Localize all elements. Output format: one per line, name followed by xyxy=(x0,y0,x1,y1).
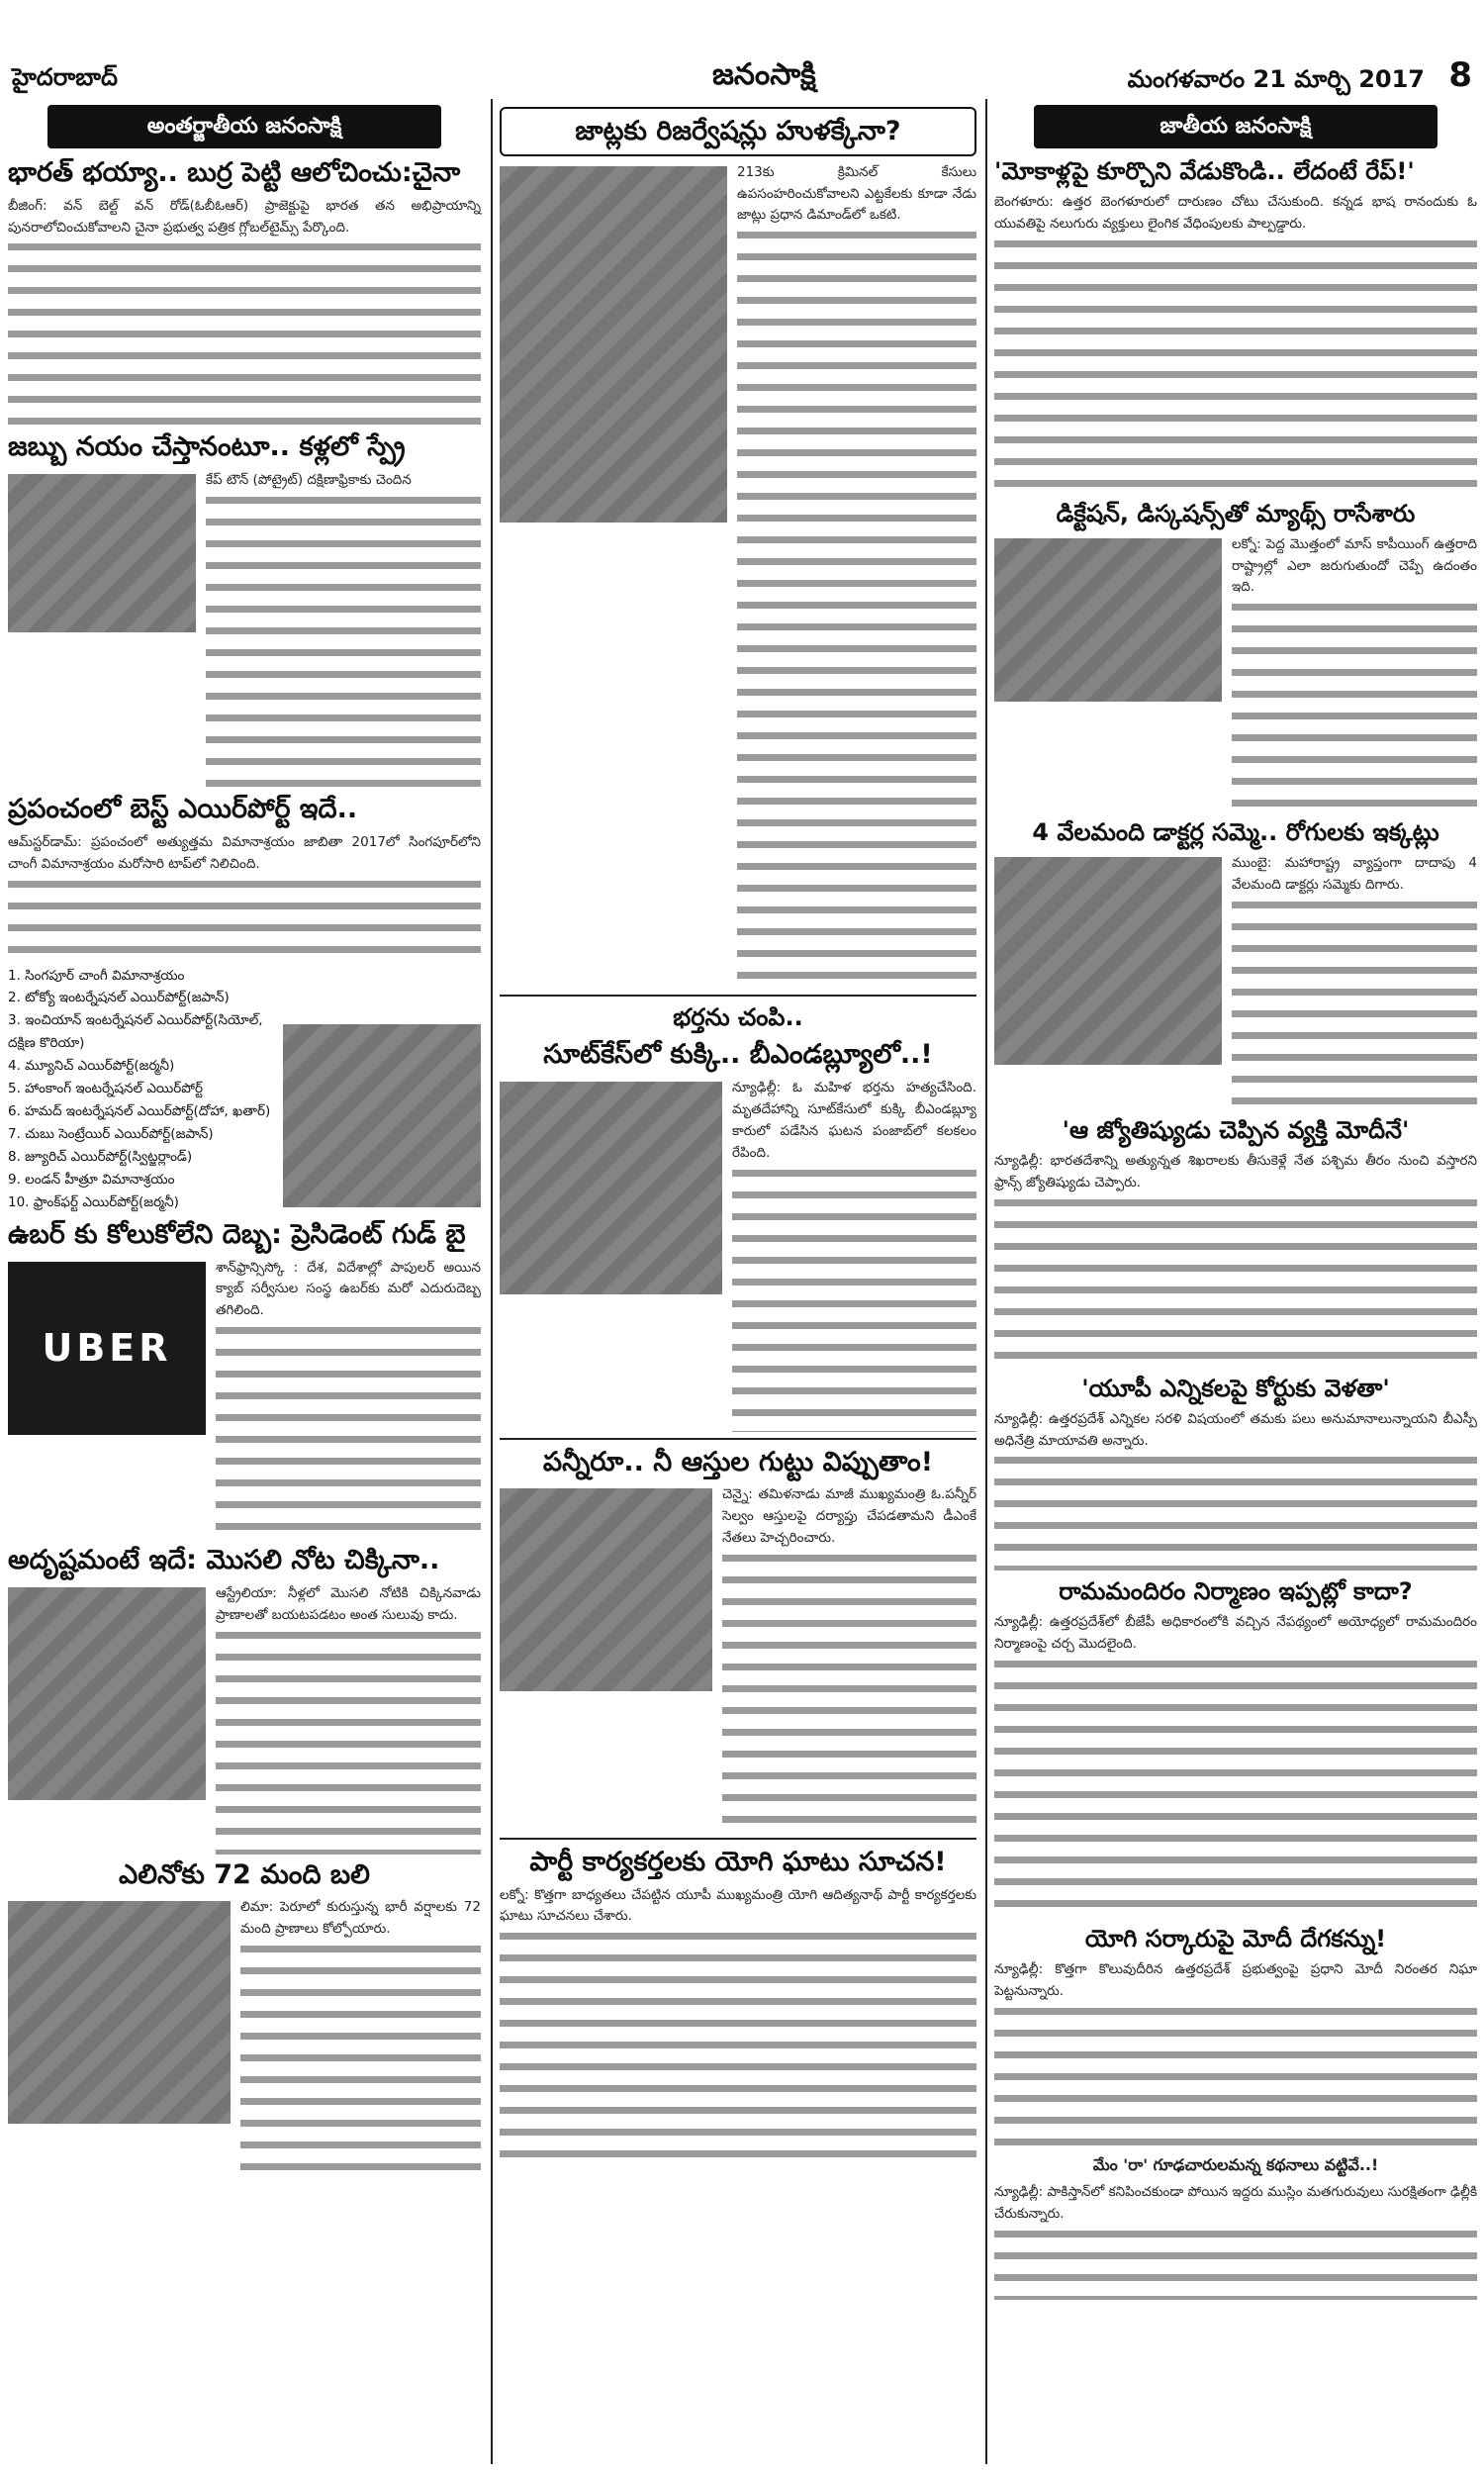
article-body xyxy=(722,1550,976,1832)
article-crocodile xyxy=(8,1544,481,1854)
article-body xyxy=(216,1322,481,1540)
article-body xyxy=(1232,897,1477,1109)
article-lead: న్యూఢిల్లీ: భారతదేశాన్ని అత్యున్నత శిఖరాలకు తీసుకెళ్లే నేత పశ్చిమ తీరం నుంచి వస్తారని ఫ్రాన్స్‌ జ్యోతిష్యుడు చెప్పారు. xyxy=(994,1153,1477,1190)
article-headline: 'ఆ జ్యోతిష్యుడు చెప్పిన వ్యక్తి మోదీనే' xyxy=(1062,1116,1410,1145)
article-bengaluru xyxy=(994,156,1477,493)
article-headline: ఉబర్‌ కు కోలుకోలేని దెబ్బ: ప్రెసిడెంట్‌ గుడ్‌ బై xyxy=(8,1218,466,1250)
international-column xyxy=(8,99,481,2178)
jat-protest-photo xyxy=(500,166,727,523)
article-headline: డిక్టేషన్‌, డిస్కషన్స్‌తో మ్యాథ్స్‌ రాసేశారు xyxy=(1056,499,1416,527)
divider xyxy=(500,1438,976,1440)
crocodile-photo xyxy=(8,1587,206,1800)
article-headline: సూట్‌కేస్‌లో కుక్కి.. బీఎండబ్ల్యూలో..! xyxy=(543,1039,933,1071)
center-column xyxy=(500,99,976,2170)
article-headline: ప్రపంచంలో బెస్ట్‌ ఎయిర్‌పోర్ట్‌ ఇదే.. xyxy=(8,794,358,825)
article-headline: జబ్బు నయం చేస్తానంటూ.. కళ్లలో స్ప్రే xyxy=(8,431,406,463)
article-headline: 'మోకాళ్లపై కూర్చొని వేడుకొండి.. లేదంటే రేప్‌!' xyxy=(994,157,1415,185)
national-column xyxy=(994,99,1477,2300)
article-body xyxy=(994,2226,1477,2300)
article-lead: శాన్‌ఫ్రాన్సిస్కో : దేశ, విదేశాల్లో పాపులర్‌ అయిన క్యాబ్‌ సర్వీసుల సంస్థ ఉబర్‌కు మరో ఎదురుదెబ్బ తగిలింది. xyxy=(216,1259,481,1319)
article-lead: ఆమ్‌స్టర్‌డామ్‌: ప్రపంచంలో అత్యుత్తమ విమానాశ్రయం జాబితా 2017లో సింగపూర్‌లోని చాంగీ విమానాశ్రయం మరోసారి టాప్‌లో నిలిచింది. xyxy=(8,833,481,872)
article-lead: లిమా: పెరూలో కురుస్తున్న భారీ వర్షాలకు 72 మంది ప్రాణాలు కోల్పోయారు. xyxy=(240,1899,481,1938)
article-doctors xyxy=(994,817,1477,1109)
list-item: 10. ఫ్రాంక్‌ఫర్ట్‌ ఎయిర్‌పోర్ట్‌(జర్మనీ) xyxy=(8,1193,179,1210)
article-elnino xyxy=(8,1858,481,2178)
article-body xyxy=(240,1941,481,2178)
uber-photo xyxy=(8,1262,206,1435)
article-tail: న్యూఢిల్లీ: పాకిస్తాన్‌లో కనిపించకుండా పోయిన ఇద్దరు ముస్లిం మతగురువులు సురక్షితంగా ఢిల్లీకి చేరుకున్నారు. xyxy=(994,2183,1477,2222)
divider xyxy=(500,1838,976,1840)
list-item: 8. జ్యూరిచ్‌ ఎయిర్‌పోర్ట్‌(స్విట్జర్లాండ్‌) xyxy=(8,1149,193,1166)
exam-hall-photo xyxy=(994,538,1222,702)
article-maths xyxy=(994,499,1477,812)
article-china xyxy=(8,156,481,427)
column-divider xyxy=(985,99,987,2464)
article-headline: పార్టీ కార్యకర్తలకు యోగి ఘాటు సూచన! xyxy=(529,1846,947,1877)
article-headline: రామమందిరం నిర్మాణం ఇప్పట్లో కాదా? xyxy=(1059,1577,1413,1606)
article-headline: యోగి సర్కారుపై మోదీ దేగకన్ను! xyxy=(1084,1925,1387,1953)
article-lead: 213కు క్రిమినల్‌ కేసులు ఉపసంహరించుకోవాలని ఎట్టకేలకు కూడా నేడు జాట్లు ప్రధాన డిమాండ్‌లో ఒకటి. xyxy=(737,163,976,224)
article-body xyxy=(994,236,1477,493)
article-spray xyxy=(8,430,481,789)
article-body xyxy=(994,1452,1477,1571)
list-item: 7. చుబు సెంట్రేయిర్‌ ఎయిర్‌పోర్ట్‌(జపాన్‌) xyxy=(8,1126,214,1143)
panneerselvam-photo xyxy=(500,1488,712,1691)
list-item: 1. సింగపూర్‌ చాంగీ విమానాశ్రయం xyxy=(8,967,185,984)
article-kicker: మేం 'రా' గూఢచారులమన్న కథనాలు వట్టివే..! xyxy=(1092,2154,1379,2174)
article-jat xyxy=(500,107,976,989)
flood-photo xyxy=(8,1901,231,2124)
article-lead: బీజింగ్‌: వన్‌ బెల్ట్‌ వన్‌ రోడ్‌(ఓబీఓఆర్‌) ప్రాజెక్టుపై భారత తన అభిప్రాయాన్ని పునరాలోచించుకోవాలని చైనా ప్రభుత్వ పత్రిక గ్లోబల్‌టైమ్స్‌ పేర్కొంది. xyxy=(8,197,481,236)
article-airport xyxy=(8,793,481,1214)
article-uber xyxy=(8,1218,481,1540)
article-lead: లక్నో: పెద్ద మొత్తంలో మాస్‌ కాపీయింగ్‌ ఉత్తరాది రాష్ట్రాల్లో ఎలా జరుగుతుందో చెప్పే ఉదంతం ఇది. xyxy=(1232,535,1477,596)
section-banner-international: అంతర్జాతీయ జనంసాక్షి xyxy=(47,105,441,148)
article-body xyxy=(994,2003,1477,2151)
article-photo xyxy=(8,474,196,632)
article-body xyxy=(8,876,481,965)
article-headline: జాట్లకు రిజర్వేషన్లు హుళక్కేనా? xyxy=(500,107,976,156)
page-header xyxy=(0,0,1484,99)
divider xyxy=(500,995,976,997)
list-item: 5. హాంకాంగ్‌ ఇంటర్నేషనల్‌ ఎయిర్‌పోర్ట్‌ xyxy=(8,1081,204,1097)
list-item: 6. హమద్‌ ఇంటర్నేషనల్‌ ఎయిర్‌పోర్ట్‌(దోహా, ఖతార్‌) xyxy=(8,1103,271,1120)
article-lead: బెంగళూరు: ఉత్తర బెంగళూరులో దారుణం చోటు చేసుకుంది. కన్నడ భాష రానందుకు ఓ యువతిపై నలుగురు వ్యక్తులు లైంగిక వేధింపులకు పాల్పడ్డారు. xyxy=(994,194,1477,232)
article-lead: ముంబై: మహారాష్ట్ర వ్యాప్తంగా దాదాపు 4 వేలమంది డాక్టర్లు సమ్మెకు దిగారు. xyxy=(1232,855,1477,894)
article-body xyxy=(737,227,976,989)
article-lead: న్యూఢిల్లీ: ఉత్తరప్రదేశ్‌లో బీజేపీ అధికారంలోకి వచ్చిన నేపథ్యంలో అయోధ్యలో రామమందిరం నిర్మాణంపై చర్చ మొదలైంది. xyxy=(994,1614,1477,1653)
article-kicker: భర్తను చంపి.. xyxy=(673,1003,803,1032)
article-body xyxy=(216,1627,481,1855)
doctors-strike-photo xyxy=(994,857,1222,1065)
article-body xyxy=(994,1656,1477,1918)
article-headline: 4 వేలమంది డాక్టర్ల సమ్మె.. రోగులకు ఇక్కట్లు xyxy=(1032,818,1439,847)
article-headline: 'యూపీ ఎన్నికలపై కోర్టుకు వెళతా' xyxy=(1081,1374,1390,1402)
section-banner-national: జాతీయ జనంసాక్షి xyxy=(1034,105,1438,148)
article-headline: భారత్‌ భయ్యా.. బుర్ర పెట్టి ఆలోచించు:చైనా xyxy=(8,157,461,188)
list-item: 9. లండన్‌ హీత్రూ విమానాశ్రయం xyxy=(8,1171,175,1188)
article-yogi-party xyxy=(500,1846,976,2170)
masthead: జనంసాక్షి xyxy=(712,57,816,92)
airport-photo xyxy=(283,1024,481,1207)
list-item: 3. ఇంచియాన్‌ ఇంటర్నేషనల్‌ ఎయిర్‌పోర్ట్‌(సియోల్‌, దక్షిణ కొరియా) xyxy=(8,1012,263,1052)
article-lead: చెన్నై: తమిళనాడు మాజీ ముఖ్యమంత్రి ఓ.పన్నీర్‌ సెల్వం ఆస్తులపై దర్యాప్తు చేపడతామని డీఎంకే నేతలు హెచ్చరించారు. xyxy=(722,1486,976,1546)
article-headline: ఎలినోకు 72 మంది బలి xyxy=(119,1858,370,1890)
list-item: 4. మ్యూనిచ్‌ ఎయిర్‌పోర్ట్‌(జర్మనీ) xyxy=(8,1058,175,1075)
article-headline: అదృష్టమంటే ఇదే: మొసలి నోట చిక్కినా.. xyxy=(8,1545,440,1576)
article-body xyxy=(206,492,481,789)
article-lead: న్యూఢిల్లీ: కొత్తగా కొలువుదీరిన ఉత్తరప్రదేశ్‌ ప్రభుత్వంపై ప్రధాని మోదీ నిరంతర నిఘా పెట్టనున్నారు. xyxy=(994,1961,1477,2000)
issue-date: మంగళవారం 21 మార్చి 2017 xyxy=(1127,65,1425,93)
article-lead: ఆస్ట్రేలియా: నీళ్లలో మొసలి నోటికి చిక్కినవాడు ప్రాణాలతో బయటపడటం అంత సులువు కాదు. xyxy=(216,1584,481,1623)
article-astrologer xyxy=(994,1115,1477,1368)
article-lead: న్యూఢిల్లీ: ఉత్తరప్రదేశ్‌ ఎన్నికల సరళి విషయంలో తమకు పలు అనుమానాలున్నాయని బీఎస్పీ అధినేత్రి మాయావతి అన్నారు. xyxy=(994,1410,1477,1449)
article-headline: పన్నీరూ.. నీ ఆస్తుల గుట్టు విప్పుతాం! xyxy=(542,1446,934,1477)
article-lead: న్యూఢిల్లీ: ఓ మహిళ భర్తను హత్యచేసింది. మృతదేహాన్ని సూట్‌కేసులో కుక్కి బీఎండబ్ల్యూ కారులో పడేసిన ఘటన పంజాబ్‌లో కలకలం రేపింది. xyxy=(732,1080,976,1161)
article-body xyxy=(1232,599,1477,811)
article-panneer xyxy=(500,1446,976,1832)
article-body xyxy=(994,1194,1477,1368)
article-lead: లక్నో: కొత్తగా బాధ్యతలు చేపట్టిన యూపీ ముఖ్యమంత్రి యోగి ఆదిత్యనాథ్‌ పార్టీ కార్యకర్తలకు ఘాటు సూచనలు చేశారు. xyxy=(500,1886,976,1925)
list-item: 2. టోక్యో ఇంటర్నేషనల్‌ ఎయిర్‌పోర్ట్‌(జపాన్‌) xyxy=(8,990,230,1006)
article-body xyxy=(8,238,481,427)
couple-photo xyxy=(500,1082,722,1294)
article-rammandir xyxy=(994,1576,1477,1918)
column-divider xyxy=(491,99,493,2464)
city-name: హైదరాబాద్ xyxy=(12,63,118,91)
article-body xyxy=(500,1928,976,2170)
article-body xyxy=(732,1165,976,1432)
page-number: 8 xyxy=(1448,55,1472,95)
article-modi-watch xyxy=(994,1924,1477,2299)
article-suitcase xyxy=(500,1002,976,1431)
article-mayawati xyxy=(994,1374,1477,1571)
uber-logo: UBER xyxy=(8,1262,206,1435)
article-lead: కేప్‌ టౌన్‌ (పోట్రైట్‌) దక్షిణాఫ్రికాకు చెందిన xyxy=(206,472,412,489)
